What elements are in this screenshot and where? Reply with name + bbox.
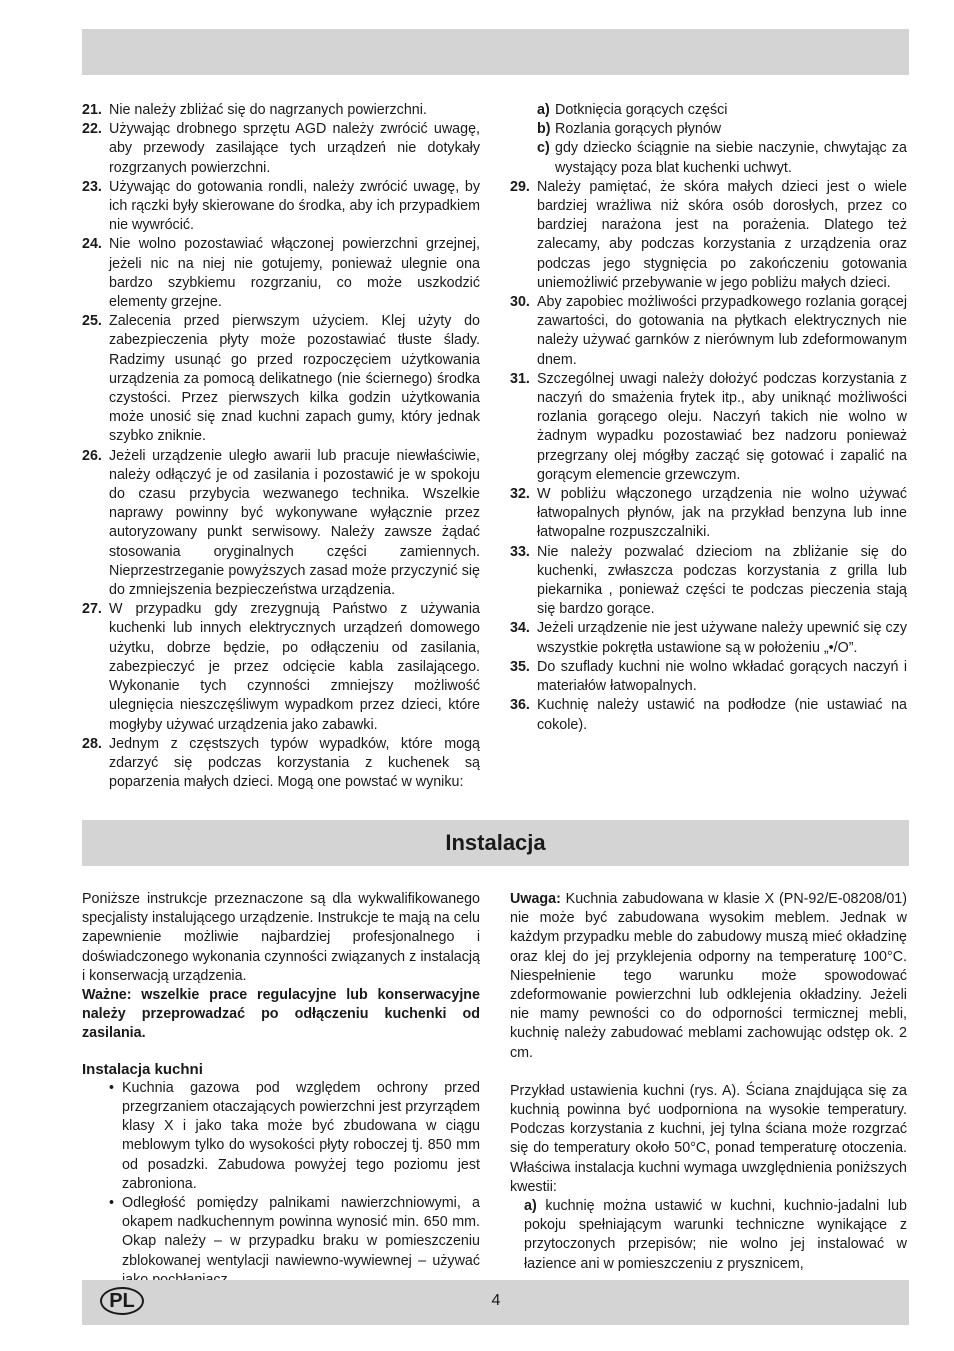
item-number: 34. [510,620,530,637]
item-number: 31. [510,370,530,387]
note-label: Uwaga: [510,891,561,907]
burn-cause-item [537,120,907,139]
item-number: 25. [82,313,102,330]
item-number: 26. [82,447,102,464]
safety-item [82,312,480,446]
note-paragraph [510,890,907,1063]
safety-item [510,370,907,485]
item-text: Kuchnię należy ustawić na podłodze (nie ustawiać na cokole). [537,697,907,733]
point-a [510,1197,907,1274]
kitchen-bullets [82,1079,480,1290]
item-text: Należy pamiętać, że skóra małych dzieci jest o wiele bardziej wrażliwa niż skóra osób dorosłych, przez co bardziej narażona jest na porażenia. Dlatego też zalecamy, aby podczas korzystania z urządzenia oraz podczas jego stygnięcia po zakończeniu gotowania uniemożliwić przebywanie w jego pobliżu małych dzieci. [537,178,907,291]
install-right-column [510,890,907,1274]
item-text: W przypadku gdy zrezygnują Państwo z używania kuchenki lub innych elektrycznych urządzeń domowego użytku, dobrze będzie, po odłączeniu od zasilania, zabezpieczyć je przez odcięcie kabla zasilającego. Wykonanie tych czynności zmniejszy możliwość ulegnięcia nieszczęśliwym wypadkom przez dzieci, które mogłyby używać urządzenia jako zabawki. [109,601,480,733]
safety-item [510,178,907,293]
bullet-icon: • [109,1079,115,1096]
item-number: b) [537,121,551,138]
item-text: W pobliżu włączonego urządzenia nie wolno używać łatwopalnych płynów, jak na przykład benzyna lub inne łatwopalne rozpuszczalniki. [537,486,907,541]
item-text: Do szuflady kuchni nie wolno wkładać gorących naczyń i materiałów łatwopalnych. [537,658,907,695]
kitchen-heading: Instalacja kuchni [82,1060,203,1078]
item-text: gdy dziecko ściągnie na siebie naczynie, chwytając za wystający poza blat kuchenki uchwyt. [555,140,907,176]
item-number: 28. [82,735,102,752]
safety-item [510,543,907,620]
right-column [510,101,907,735]
safety-list-left [82,101,480,792]
safety-item [82,600,480,734]
section-title: Instalacja [445,830,546,855]
item-number: c) [537,140,550,157]
burn-cause-item [537,101,907,120]
item-text: Jednym z częstszych typów wypadków, które mogą zdarzyć się podczas korzystania z kuchenek są poparzenia małych dzieci. Mogą one powstać w wyniku: [109,735,480,791]
install-intro: Poniższe instrukcje przeznaczone są dla wykwalifikowanego specjalisty instalującego urządzenie. Instrukcje te mają na celu zapewnienie możliwie najbardziej profesjonalnego i doświadczonego wykonania czynności związanych z instalacją i konserwacją urządzenia. [82,891,480,984]
safety-list-right [510,178,907,735]
safety-item [510,658,907,696]
bullet-icon: • [109,1195,115,1212]
item-text: Jeżeli urządzenie uległo awarii lub pracuje niewłaściwie, należy odłączyć je od zasilania i pozostawić je w spokoju do czasu przybycia wezwanego technika. Wszelkie naprawy powinny być wykonywane wyłącznie przez autoryzowany punkt serwisowy. Należy zawsze żądać stosowania oryginalnych części zamiennych. Nieprzestrzeganie powyższych zasad może przyczynić się do zmniejszenia bezpieczeństwa urządzenia. [109,447,480,599]
bullet-text: Kuchnia gazowa pod względem ochrony przed przegrzaniem otaczających powierzchni jest przyrządem klasy X i jako taka może być zbudowana w ciągu meblowym tylko do wysokości płyty roboczej tj. 850 mm od posadzki. Zabudowa powyżej tego poziomu jest zabroniona. [122,1079,480,1192]
item-text: Aby zapobiec możliwości przypadkowego rozlania gorącej zawartości, do gotowania na płytkach elektrycznych nie należy używać garnków z nierównym lub zdeformowanym dnem. [537,294,907,368]
item-text: Nie wolno pozostawiać włączonej powierzchni grzejnej, jeżeli nic na niej nie gotujemy, ponieważ ulegnie ona bardzo szybkiemu rozgrzaniu, co może uszkodzić elementy grzejne. [109,236,480,311]
section-bar [82,820,909,866]
item-text: Rozlania gorących płynów [555,121,722,138]
safety-item [82,120,480,178]
language-badge: PL [100,1287,144,1315]
item-text: Nie należy pozwalać dzieciom na zbliżanie się do kuchenki, zwłaszcza podczas korzystania z grilla lub piekarnika , ponieważ części te podczas pieczenia stają się bardzo gorące. [537,543,907,618]
point-a-label: a) [524,1198,537,1215]
install-left-column [82,890,480,1290]
point-a-text: kuchnię można ustawić w kuchni, kuchnio-jadalni lub pokoju spełniającym warunki techniczne wynikające z przytoczonych przepisów; nie wolno jej instalować w łazience ani w pomieszczeniu z prysznicem, [524,1198,907,1272]
item-number: 23. [82,178,102,195]
install-warning: Ważne: wszelkie prace regulacyjne lub konserwacyjne należy przeprowadzać po odłączeniu kuchenki od zasilania. [82,987,480,1042]
safety-item [82,101,480,120]
item-number: 35. [510,658,530,675]
left-column [82,101,480,792]
burn-causes-list [510,101,907,178]
item-number: 27. [82,601,102,618]
burn-cause-item [537,139,907,177]
item-text: Jeżeli urządzenie nie jest używane należy upewnić się czy wszystkie pokrętła ustawione są w położeniu „•/O”. [537,620,907,656]
example-paragraph: Przykład ustawienia kuchni (rys. A). Ściana znajdująca się za kuchnią powinna być uodporniona na wysokie temperatury. Podczas korzystania z kuchni, jej tylna ściana może rozgrzać się do temperatury około 50°C, ponad temperaturę otoczenia. Właściwa instalacja kuchni wymaga uwzględnienia poniższych kwestii: [510,1082,907,1195]
safety-item [510,619,907,657]
item-text: Szczególnej uwagi należy dołożyć podczas korzystania z naczyń do smażenia frytek itp., aby uniknąć możliwości rozlania gorącego oleju. Naczyń takich nie wolno w żadnym wypadku pozostawiać bez nadzoru ponieważ przegrzany olej mógłby zacząć się gotować i zapalić na gorącym elemencie grzewczym. [537,370,907,483]
safety-item [82,235,480,312]
item-number: 21. [82,102,102,118]
safety-item [82,735,480,793]
safety-item [510,485,907,543]
item-text: Używając drobnego sprzętu AGD należy zwrócić uwagę, aby przewody zasilające tych urządzeń nie dotykały rozgrzanych powierzchni. [109,121,480,176]
item-number: 29. [510,178,530,195]
page-number: 4 [491,1292,501,1309]
item-number: 22. [82,121,102,138]
bullet-item [82,1079,480,1194]
safety-item [82,178,480,236]
item-number: 24. [82,236,102,253]
item-number: a) [537,102,550,118]
item-text: Używając do gotowania rondli, należy zwrócić uwagę, by ich rączki były skierowane do środka, aby ich przypadkiem nie wywrócić. [109,178,480,234]
safety-item [510,696,907,734]
safety-item [82,447,480,601]
bullet-item [82,1194,480,1290]
item-text: Zalecenia przed pierwszym użyciem. Klej użyty do zabezpieczenia płyty może pozostawiać tłuste ślady. Radzimy usunąć go przed rozpoczęciem użytkowania urządzenia za pomocą delikatnego (nie ściernego) środka czystości. Przez pierwszych kilka godzin użytkowania może unosić się znad kuchni zapach gumy, który jednak szybko zniknie. [109,313,480,445]
item-text: Nie należy zbliżać się do nagrzanych powierzchni. [109,102,427,118]
item-number: 30. [510,294,530,311]
item-text: Dotknięcia gorących części [555,102,728,118]
item-number: 36. [510,697,530,714]
item-number: 33. [510,543,530,560]
bullet-text: Odległość pomiędzy palnikami nawierzchniowymi, a okapem nadkuchennym powinna wynosić min. 650 mm. Okap należy – w przypadku braku w pomieszczeniu zblokowanej wentylacji nawiewno-wywiewnej – używać [122,1195,480,1269]
item-number: 32. [510,486,530,503]
note-text: Kuchnia zabudowana w klasie X (PN-92/E-08208/01) nie może być zabudowana wysokim meblem. Jednak w każdym przypadku meble do zabudowy muszą mieć okładzinę oraz klej do jej przyklejenia odporny na temperaturę 100°C. Niespełnienie tego warunku może spowodować zdeformowanie powierzchni lub odklejenia okładziny. Jeżeli nie mamy pewności co do odporności termicznej mebli, kuchnię należy zabudować meblami zachowując odstęp ok. 2 cm. [510,891,907,1061]
safety-item [510,293,907,370]
header-bar [82,29,909,75]
